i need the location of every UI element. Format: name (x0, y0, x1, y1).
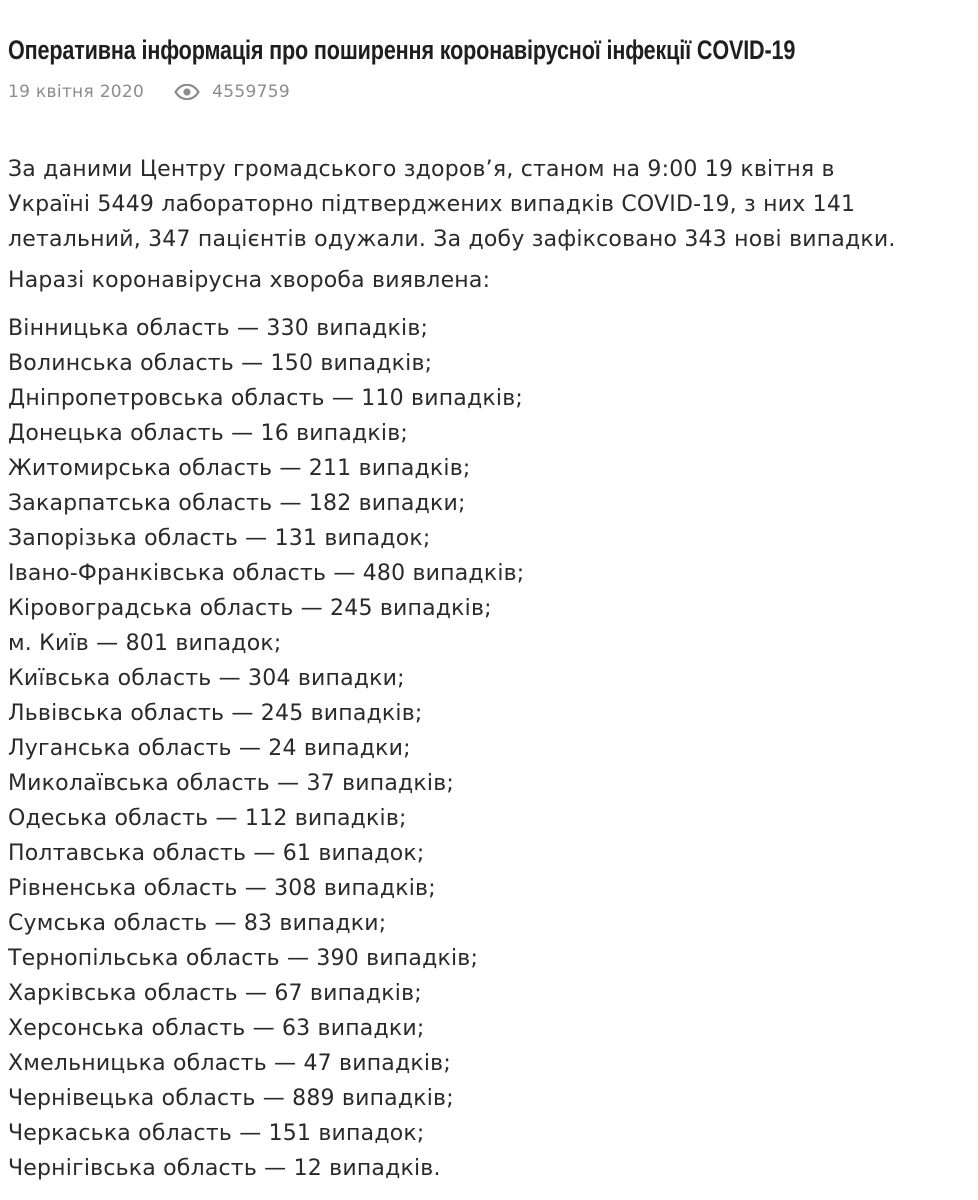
paragraph-line: Україні 5449 лабораторно підтверджених випадків COVID-19, з них 141 (8, 192, 856, 217)
list-item: м. Київ — 801 випадок; (8, 631, 282, 656)
list-item: Закарпатська область — 182 випадки; (8, 491, 466, 516)
article-title: Оперативна інформація про поширення коронавірусної інфекції COVID-19 (8, 35, 796, 65)
list-item: Кіровоградська область — 245 випадків; (8, 596, 492, 621)
list-item: Волинська область — 150 випадків; (8, 351, 433, 376)
paragraph-line: За даними Центру громадського здоров’я, станом на 9:00 19 квітня в (8, 157, 835, 182)
list-item: Сумська область — 83 випадки; (8, 911, 387, 936)
list-item: Донецька область — 16 випадків; (8, 421, 409, 446)
list-item: Запорізька область — 131 випадок; (8, 526, 431, 551)
list-item: Луганська область — 24 випадки; (8, 736, 411, 761)
article-body (8, 152, 978, 1186)
list-item: Тернопільська область — 390 випадків; (8, 946, 479, 971)
list-item: Харківська область — 67 випадків; (8, 981, 422, 1006)
list-item: Київська область — 304 випадки; (8, 666, 405, 691)
list-item: Івано-Франківська область — 480 випадків; (8, 561, 525, 586)
list-item: Вінницька область — 330 випадків; (8, 316, 429, 341)
list-item: Полтавська область — 61 випадок; (8, 841, 425, 866)
list-item: Миколаївська область — 37 випадків; (8, 771, 455, 796)
list-item: Хмельницька область — 47 випадків; (8, 1051, 451, 1076)
paragraph-line: летальний, 347 пацієнтів одужали. За добу зафіксовано 343 нові випадки. (8, 227, 896, 252)
list-intro: Наразі коронавірусна хвороба виявлена: (8, 268, 491, 293)
view-count: 4559759 (212, 82, 290, 102)
list-item: Рівненська область — 308 випадків; (8, 876, 436, 901)
list-item: Чернігівська область — 12 випадків. (8, 1156, 441, 1181)
list-item: Черкаська область — 151 випадок; (8, 1121, 425, 1146)
eye-icon (174, 84, 200, 100)
region-list (8, 311, 978, 1186)
list-item: Житомирська область — 211 випадків; (8, 456, 471, 481)
list-item: Одеська область — 112 випадків; (8, 806, 407, 831)
summary-paragraph (8, 152, 978, 257)
list-item: Чернівецька область — 889 випадків; (8, 1086, 454, 1111)
publish-date: 19 квітня 2020 (8, 82, 145, 102)
article-meta (8, 80, 290, 104)
list-item: Дніпропетровська область — 110 випадків; (8, 386, 523, 411)
list-item: Львівська область — 245 випадків; (8, 701, 423, 726)
list-item: Херсонська область — 63 випадки; (8, 1016, 425, 1041)
